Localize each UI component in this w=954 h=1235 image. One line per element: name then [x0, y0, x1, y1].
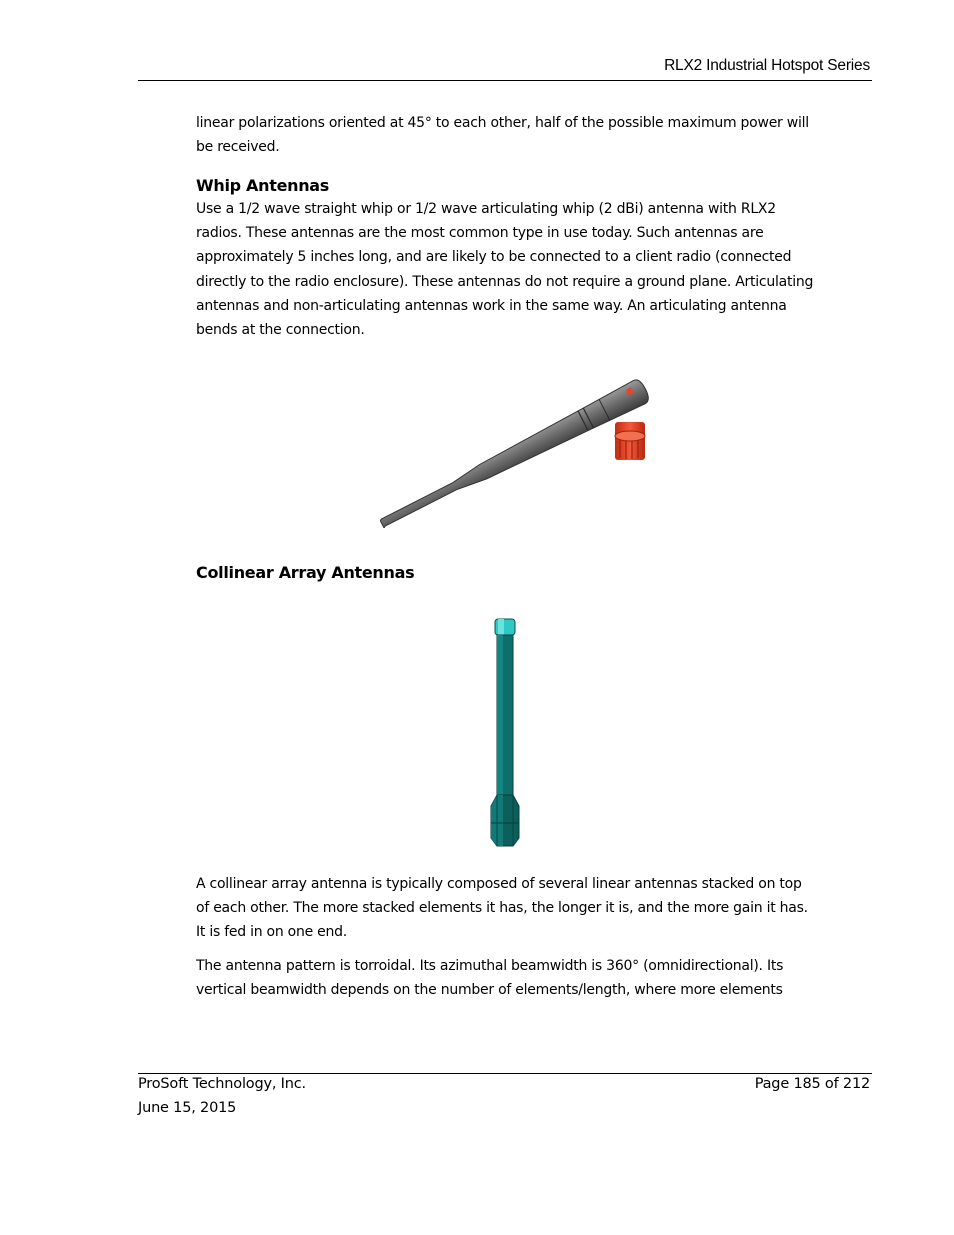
footer-page-number: Page 185 of 212 — [754, 1076, 870, 1092]
footer-company: ProSoft Technology, Inc. — [138, 1076, 306, 1092]
collinear-body — [491, 635, 519, 846]
collinear-antenna-image — [484, 616, 526, 852]
whip-body — [376, 378, 652, 528]
whip-connector — [615, 422, 645, 460]
whip-antennas-paragraph: Use a 1/2 wave straight whip or 1/2 wave articulating whip (2 dBi) antenna with RLX2 radios. These antennas are the most common type in use today. Such antennas are approximately 5 inches long, and are likely to be connected to a client radio (connected directly to the radio enclosure). These antennas do not require a ground plane. Articulating antennas and non-articulating antennas work in the same way. An articulating antenna bends at the connection. — [196, 201, 814, 339]
intro-paragraph: linear polarizations oriented at 45° to each other, half of the possible maximum power will be received. — [196, 115, 809, 156]
footer-date: June 15, 2015 — [138, 1100, 237, 1116]
whip-antenna-image — [360, 378, 670, 528]
collinear-paragraph-1: A collinear array antenna is typically composed of several linear antennas stacked on top of each other. The more stacked elements it has, the longer it is, and the more gain it has. It is fed in on one end. — [196, 876, 808, 941]
collinear-tip — [495, 619, 515, 635]
whip-antennas-heading: Whip Antennas — [196, 176, 330, 195]
collinear-paragraph-2: The antenna pattern is torroidal. Its azimuthal beamwidth is 360° (omnidirectional). Its vertical beamwidth depends on the number of elements/length, where more elements — [196, 958, 784, 999]
footer-rule — [138, 1073, 872, 1074]
collinear-antennas-heading: Collinear Array Antennas — [196, 563, 415, 582]
header-rule — [138, 80, 872, 81]
running-header-title: RLX2 Industrial Hotspot Series — [664, 57, 870, 74]
